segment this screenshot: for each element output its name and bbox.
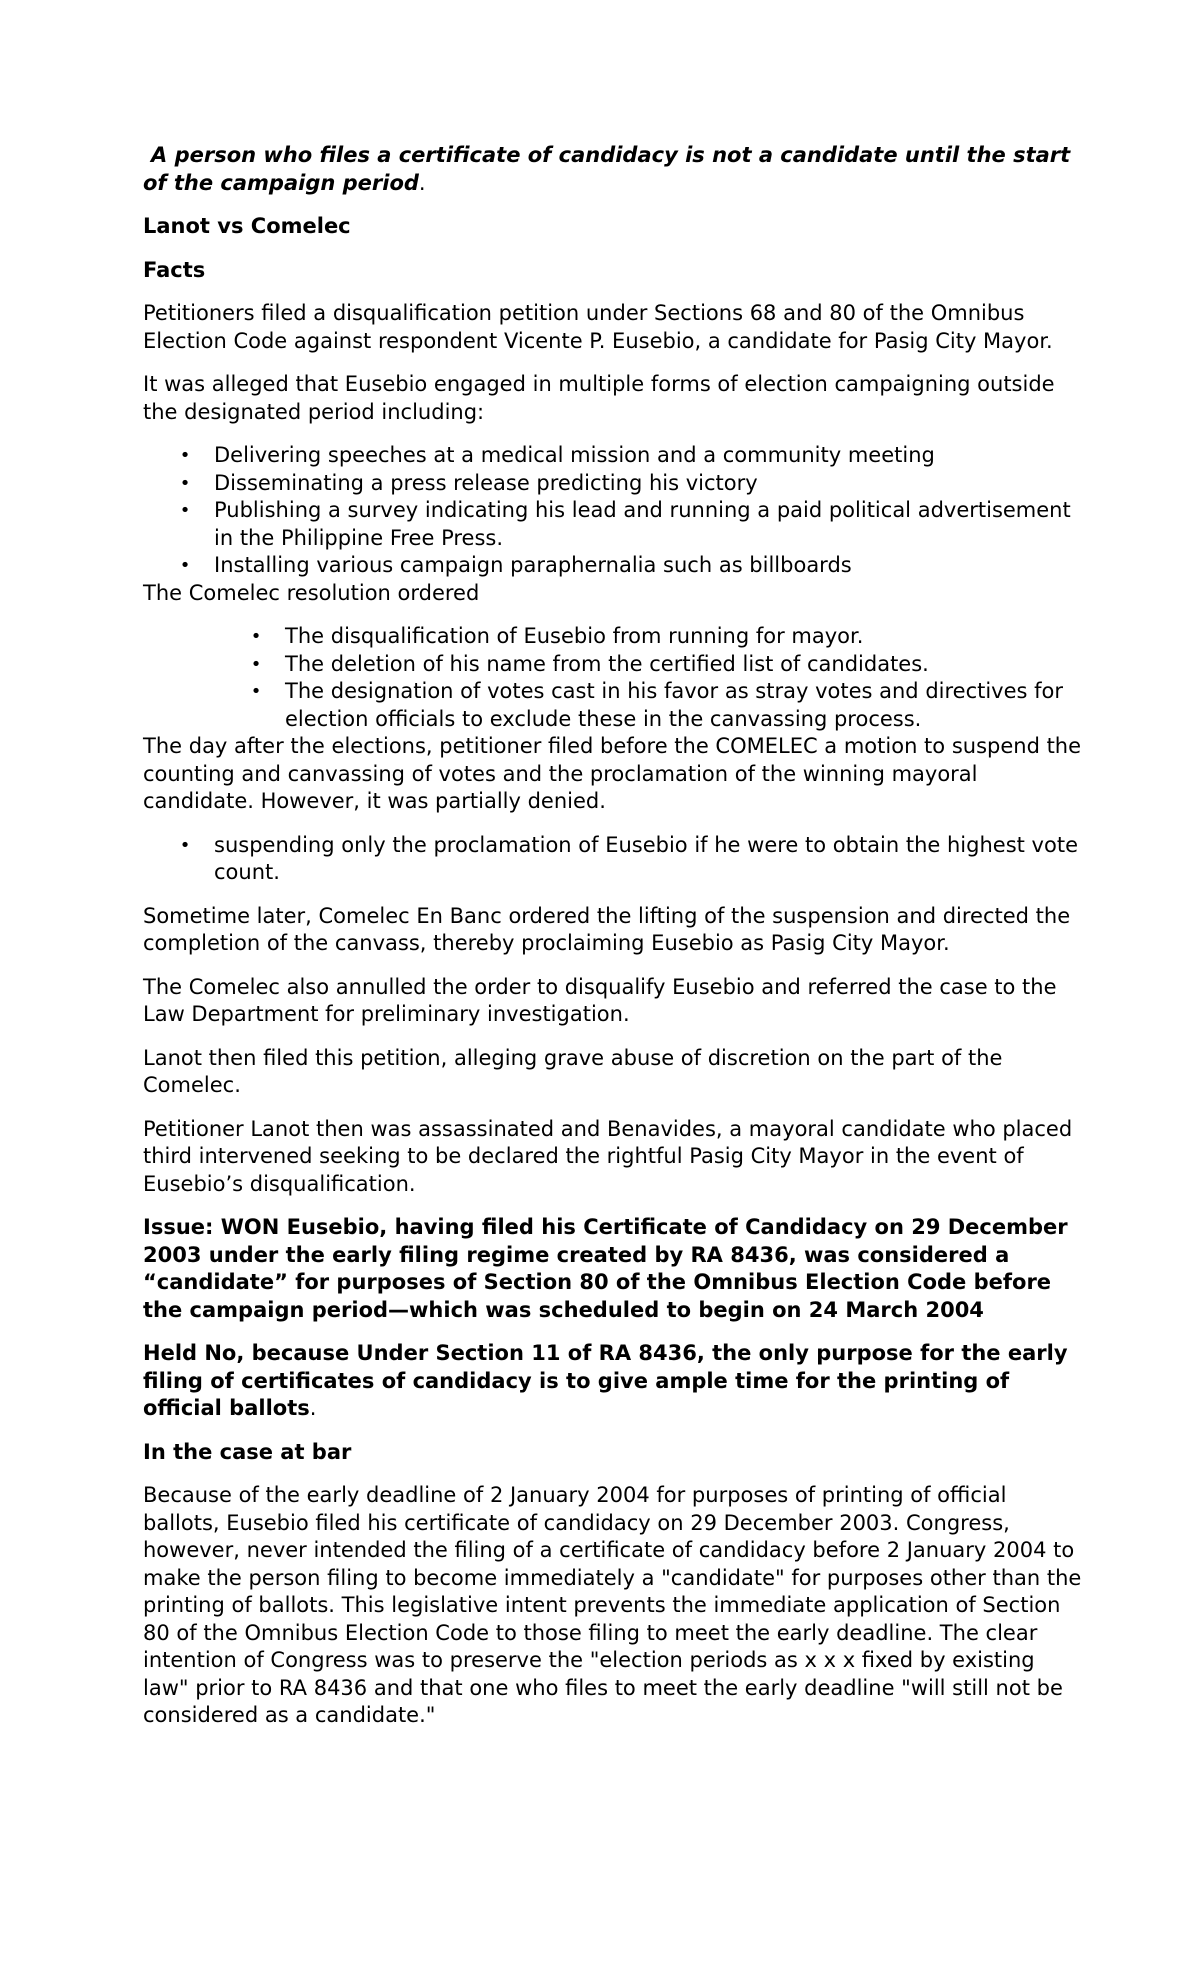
held-period: . — [309, 1396, 317, 1420]
denial-list — [179, 832, 1083, 887]
list-item-text: Delivering speeches at a medical mission and a community meeting — [214, 443, 935, 467]
bullet-icon: • — [179, 445, 191, 466]
list-item-text: suspending only the proclamation of Eusebio if he were to obtain the highest vote count. — [214, 832, 1078, 884]
held-statement — [143, 1340, 1083, 1423]
paragraph-resolution-intro: The Comelec resolution ordered — [143, 580, 480, 605]
bullet-icon: • — [250, 653, 262, 675]
list-item-text: Installing various campaign paraphernalia such as billboards — [214, 553, 852, 577]
list-item — [179, 832, 1083, 887]
held-text: Held No, because Under Section 11 of RA 8436, the only purpose for the early filing of certificates of candidacy is to give ample time for the printing of official ballots — [143, 1341, 1068, 1420]
list-item — [250, 678, 1083, 733]
paragraph-petition: Petitioners filed a disqualification petition under Sections 68 and 80 of the Omnibus Election Code against respondent Vicente P. Eusebio, a candidate for Pasig City Mayor. — [143, 301, 1053, 353]
title-period: . — [418, 170, 426, 195]
paragraph-intervention: Petitioner Lanot then was assassinated and Benavides, a mayoral candidate who placed third intervened seeking to be declared the rightful Pasig City Mayor in the event of Eusebio’s disqualification. — [143, 1116, 1073, 1196]
case-name: Lanot vs Comelec — [143, 214, 351, 238]
issue-statement: Issue: WON Eusebio, having filed his Certificate of Candidacy on 29 December 2003 under the early filing regime created by RA 8436, was considered a “candidate” for purposes of Section 80 of the Omnibus Election Code before the campaign period—which was scheduled to begin on 24 March 2004 — [143, 1215, 1068, 1322]
document-body — [143, 142, 1083, 1746]
list-item — [250, 623, 1083, 651]
title-text: A person who files a certificate of candidacy is not a candidate until the start of the campaign period — [143, 143, 1071, 195]
list-item — [179, 552, 1083, 580]
document-title — [143, 142, 1083, 197]
case-at-bar-heading: In the case at bar — [143, 1439, 352, 1464]
paragraph-motion: The day after the elections, petitioner filed before the COMELEC a motion to suspend the counting and canvassing of votes and the proclamation of the winning mayoral candidate. However, it was partially denied. — [143, 734, 1082, 813]
list-item-text: The deletion of his name from the certified list of candidates. — [285, 651, 929, 676]
paragraph-case-at-bar: Because of the early deadline of 2 January 2004 for purposes of printing of official ballots, Eusebio filed his certificate of candidacy on 29 December 2003. Congress, however, never intended the filing of a certificate of candidacy before 2 January 2004 to make the person filing to become immediately a "candidate" for purposes other than the printing of ballots. This legislative intent prevents the immediate application of Section 80 of the Omnibus Election Code to those filing to meet the early deadline. The clear intention of Congress was to preserve the "election periods as x x x fixed by existing law" prior to RA 8436 and that one who files to meet the early deadline "will still not be considered as a candidate." — [143, 1483, 1082, 1727]
orders-list — [250, 623, 1083, 733]
list-item-text: The disqualification of Eusebio from running for mayor. — [285, 624, 864, 648]
paragraph-en-banc: Sometime later, Comelec En Banc ordered the lifting of the suspension and directed the completion of the canvass, thereby proclaiming Eusebio as Pasig City Mayor. — [143, 903, 1071, 955]
bullet-icon: • — [179, 834, 191, 856]
list-item-text: Publishing a survey indicating his lead and running a paid political advertisement in the Philippine Free Press. — [214, 498, 1071, 550]
bullet-icon: • — [179, 555, 191, 576]
bullet-icon: • — [250, 626, 262, 647]
paragraph-lanot-petition: Lanot then filed this petition, alleging grave abuse of discretion on the part of the Comelec. — [143, 1045, 1003, 1097]
bullet-icon: • — [179, 500, 191, 521]
facts-heading: Facts — [143, 257, 206, 282]
list-item — [179, 470, 1083, 498]
list-item-text: The designation of votes cast in his favor as stray votes and directives for election officials to exclude these in the canvassing process. — [285, 679, 1064, 731]
bullet-icon: • — [250, 681, 262, 702]
list-item — [179, 442, 1083, 470]
paragraph-allegation-intro: It was alleged that Eusebio engaged in multiple forms of election campaigning outside the designated period including: — [143, 372, 1055, 424]
paragraph-annulment: The Comelec also annulled the order to disqualify Eusebio and referred the case to the Law Department for preliminary investigation. — [143, 974, 1057, 1026]
list-item — [179, 497, 1083, 552]
bullet-icon: • — [179, 472, 191, 494]
list-item — [250, 651, 1083, 679]
allegations-list — [179, 442, 1083, 580]
list-item-text: Disseminating a press release predicting his victory — [214, 470, 758, 495]
